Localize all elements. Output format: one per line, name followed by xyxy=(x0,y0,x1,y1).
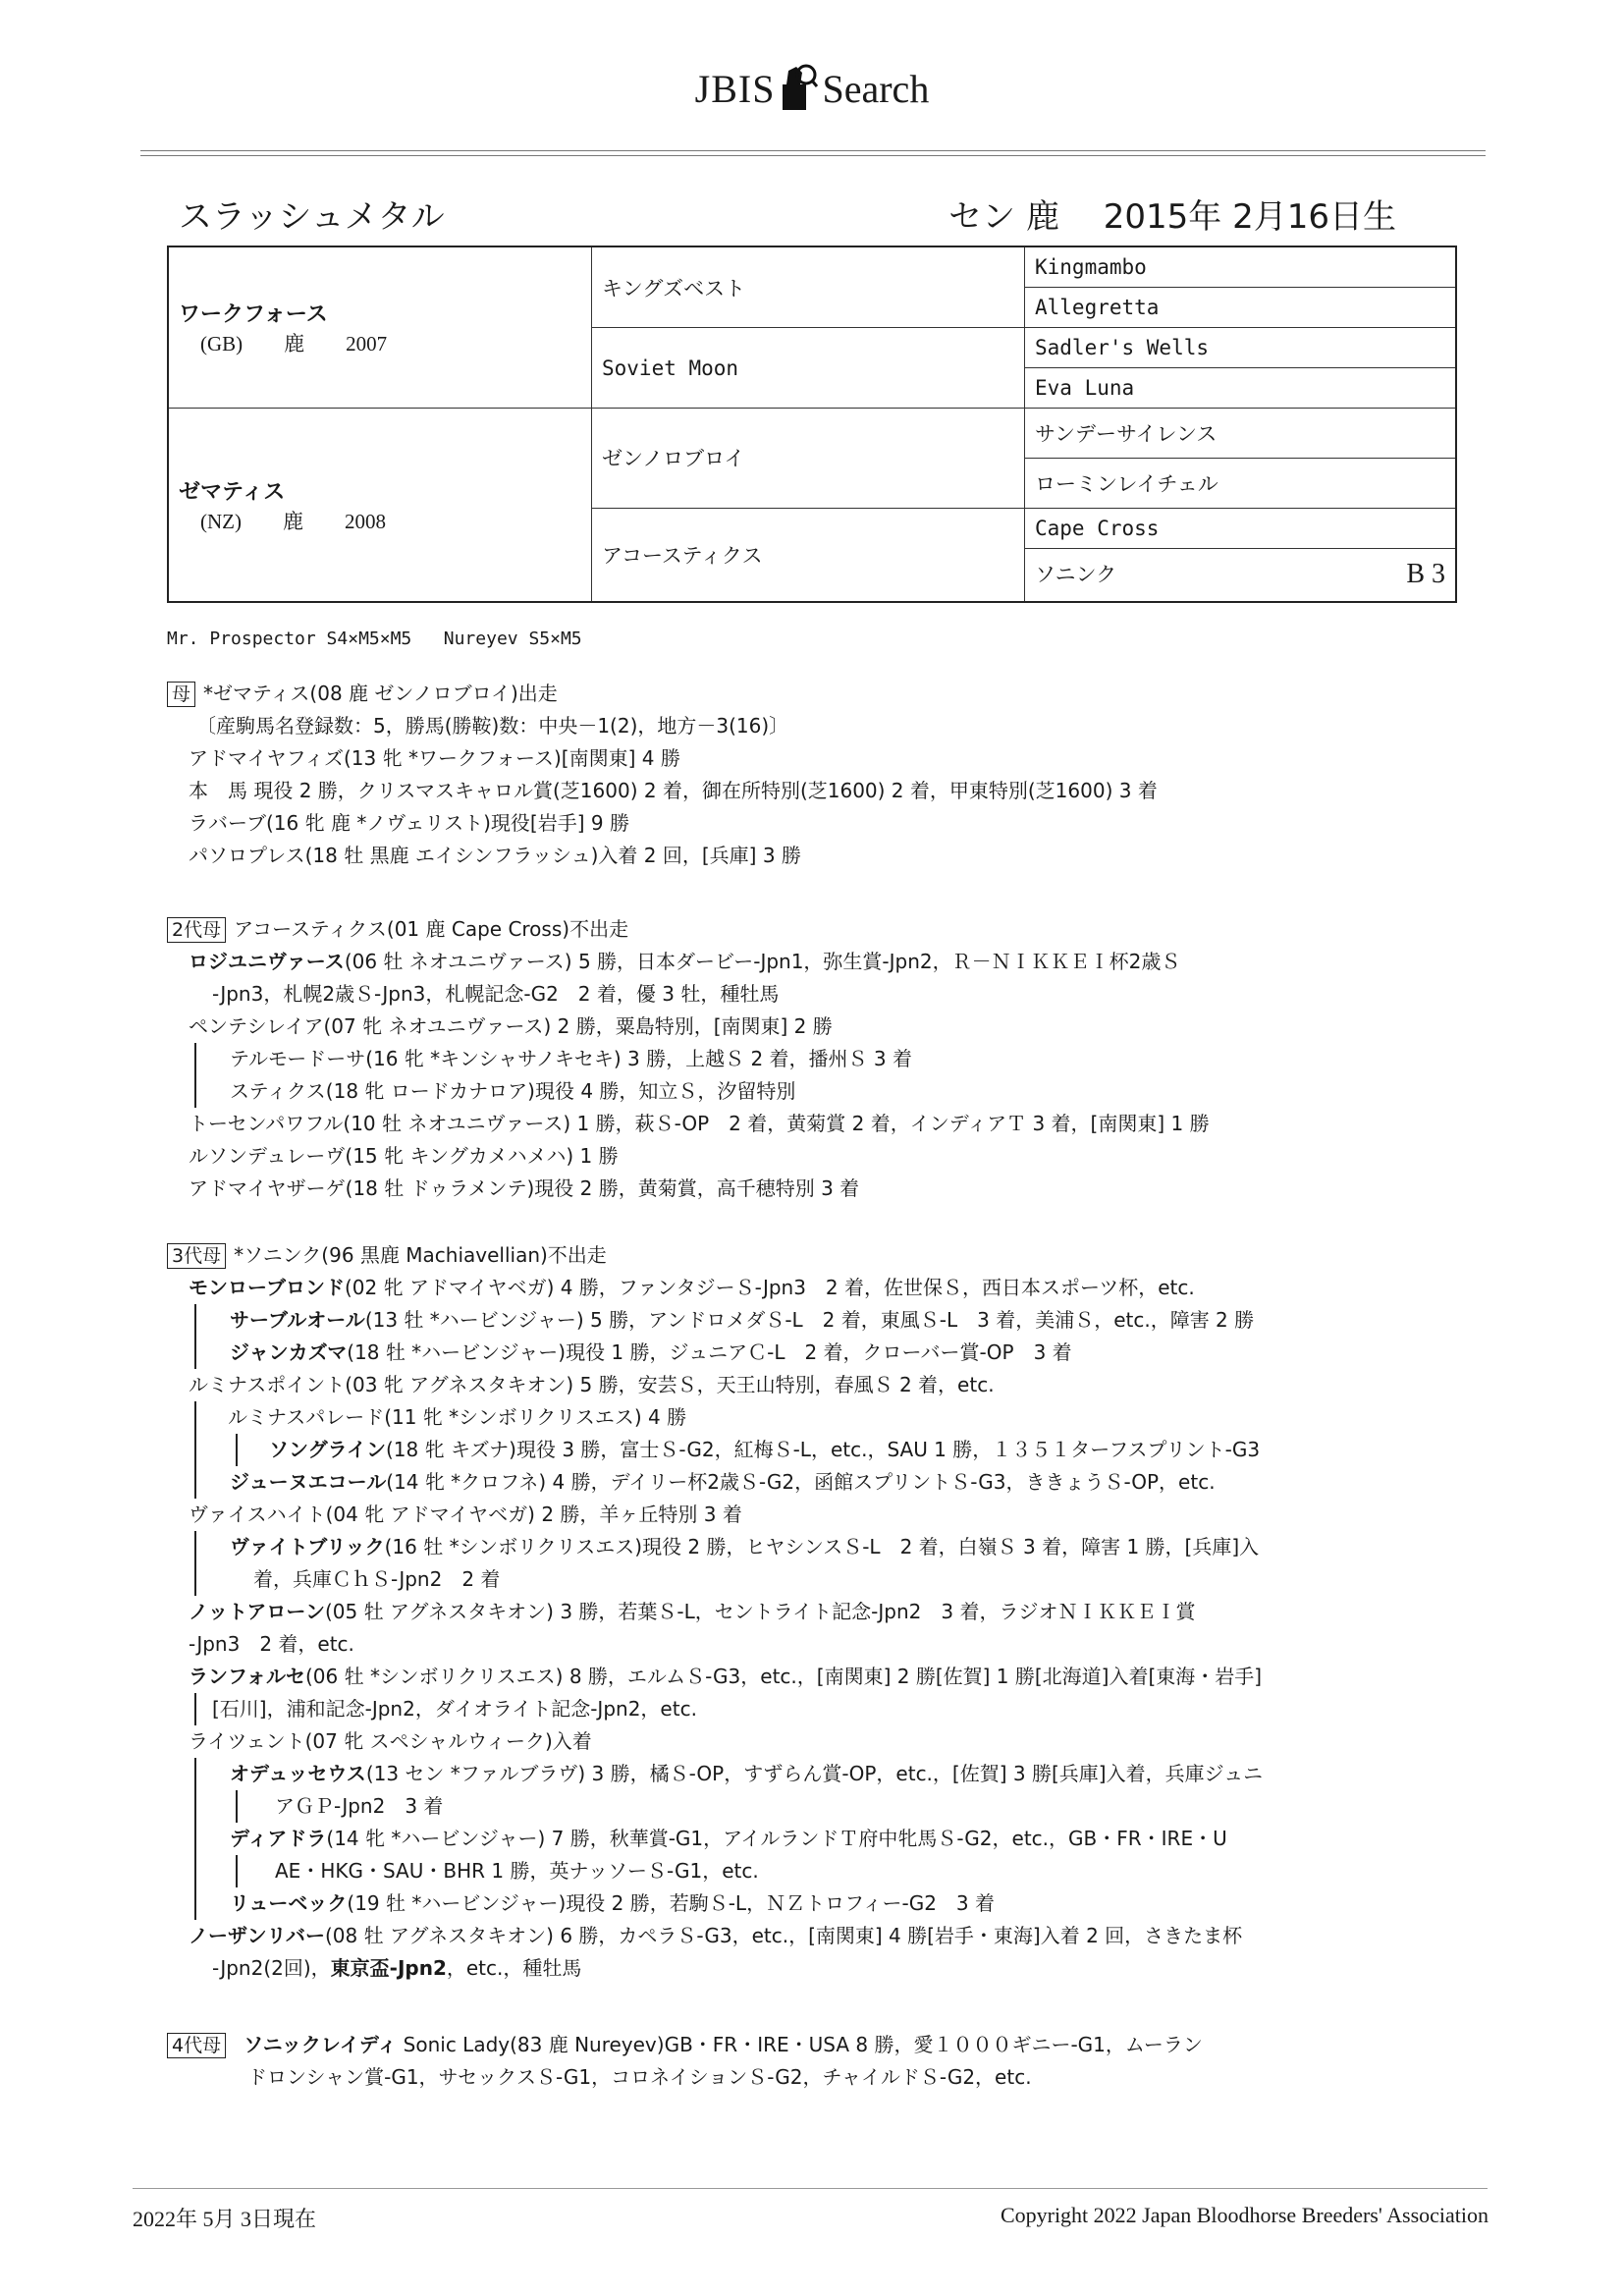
family-line: (14 牝 *クロフネ) 4 勝，デイリー杯2歳Ｓ-G2，函館スプリントＳ-G3，ききょうＳ-OP，etc. xyxy=(386,1470,1216,1494)
family-line: (19 牡 *ハービンジャー)現役 2 勝，若駒Ｓ-L，ＮＺトロフィー-G2 3 着 xyxy=(347,1891,995,1915)
ancestor-cell-last xyxy=(1025,548,1457,602)
horse-bold-name: ヴァイトブリック xyxy=(230,1535,385,1558)
family-line: ドロンシャン賞-G1，サセックスＳ-G1，コロネイションＳ-G2，チャイルドＳ-G2，etc. xyxy=(247,2065,1032,2089)
dam-details: (NZ) 鹿 2008 xyxy=(200,509,386,533)
family-line: -Jpn3，札幌2歳Ｓ-Jpn3，札幌記念-G2 2 着，優 3 牡，種牡馬 xyxy=(212,982,780,1006)
fourth-dam-section xyxy=(167,2029,1463,2094)
horse-bold-name: ソングライン xyxy=(269,1438,386,1461)
family-line: パソロプレス(18 牡 黒鹿 エイシンフラッシュ)入着 2 回，[兵庫] 3 勝 xyxy=(189,844,801,867)
dam-cell xyxy=(168,409,592,602)
family-line: (05 牡 アグネスタキオン) 3 勝，若葉Ｓ-L，セントライト記念-Jpn2 3 着，ラジオＮＩＫＫＥＩ賞 xyxy=(325,1600,1196,1623)
family-line: 本 馬 現役 2 勝，クリスマスキャロル賞(芝1600) 2 着，御在所特別(芝1600) 2 着，甲東特別(芝1600) 3 着 xyxy=(189,779,1158,802)
family-line: -Jpn3 2 着，etc. xyxy=(189,1632,354,1656)
ancestor-cell: Kingmambo xyxy=(1025,246,1457,288)
family-line: アドマイヤフィズ(13 牝 *ワークフォース)[南関東] 4 勝 xyxy=(189,746,680,770)
family-line: ペンテシレイア(07 牝 ネオユニヴァース) 2 勝，粟島特別，[南関東] 2 勝 xyxy=(189,1014,833,1038)
family-line: (18 牡 *ハービンジャー)現役 1 勝，ジュニアＣ-L 2 着，クローバー賞-OP 3 着 xyxy=(347,1340,1072,1364)
ancestor-cell: Sadler's Wells xyxy=(1025,328,1457,368)
horse-name: スラッシュメタル xyxy=(179,197,445,237)
family-line: アコースティクス(01 鹿 Cape Cross)不出走 xyxy=(234,917,629,941)
family-line: *ゼマティス(08 鹿 ゼンノロブロイ)出走 xyxy=(203,682,558,705)
section-tag: 2代母 xyxy=(167,917,226,943)
horse-bold-name: ロジユニヴァース xyxy=(189,950,345,973)
race-bold-name: 東京盃-Jpn2 xyxy=(330,1956,447,1980)
second-dam-section xyxy=(167,913,1463,1205)
section-tag: 母 xyxy=(167,682,195,707)
family-line: ルソンデュレーヴ(15 牝 キングカメハメハ) 1 勝 xyxy=(189,1144,619,1168)
family-line: ，etc.，種牡馬 xyxy=(446,1956,582,1980)
family-line: 〔産駒馬名登録数：5，勝馬(勝鞍)数：中央－1(2)，地方－3(16)〕 xyxy=(196,714,789,738)
sire-details: (GB) 鹿 2007 xyxy=(200,332,388,356)
family-line: トーセンパワフル(10 牡 ネオユニヴァース) 1 勝，萩Ｓ-OP 2 着，黄菊賞 2 着，インディアＴ 3 着，[南関東] 1 勝 xyxy=(189,1112,1210,1135)
family-line: -Jpn2(2回)， xyxy=(212,1956,331,1980)
pedigree-table xyxy=(167,246,1457,603)
family-line: ライツェント(07 牝 スペシャルウィーク)入着 xyxy=(189,1729,592,1753)
ancestor-name: ソニンク xyxy=(1035,563,1117,587)
horse-bold-name: ジャンカズマ xyxy=(230,1340,348,1364)
horse-title-row xyxy=(179,190,1396,237)
dam-sire-cell: ゼンノロブロイ xyxy=(592,409,1025,509)
family-line: (08 牡 アグネスタキオン) 6 勝，カペラＳ-G3，etc.，[南関東] 4 勝[岩手・東海]入着 2 回，さきたま杯 xyxy=(325,1924,1243,1947)
header-rule xyxy=(140,150,1486,151)
third-dam-section xyxy=(167,1239,1463,1985)
footer-date: 2022年 5月 3日現在 xyxy=(133,2207,317,2231)
family-line: ルミナスポイント(03 牝 アグネスタキオン) 5 勝，安芸Ｓ，天王山特別，春風Ｓ 2 着，etc. xyxy=(189,1373,995,1396)
family-line: (14 牝 *ハービンジャー) 7 勝，秋華賞-G1，アイルランドＴ府中牝馬Ｓ-G2，etc.，GB・FR・IRE・U xyxy=(326,1827,1227,1850)
horse-info: セン 鹿 2015年 2月16日生 xyxy=(948,197,1396,237)
header-rule-2 xyxy=(140,155,1486,156)
family-line: アドマイヤザーゲ(18 牡 ドゥラメンテ)現役 2 勝，黄菊賞，高千穂特別 3 着 xyxy=(189,1176,860,1200)
sire-cell xyxy=(168,246,592,409)
family-line: (06 牡 ネオユニヴァース) 5 勝，日本ダービー-Jpn1，弥生賞-Jpn2，Ｒ－ＮＩＫＫＥＩ杯2歳Ｓ xyxy=(344,950,1181,973)
family-line: *ソニンク(96 黒鹿 Machiavellian)不出走 xyxy=(234,1243,607,1267)
footer-copyright: Copyright 2022 Japan Bloodhorse Breeders' Association xyxy=(1000,2203,1489,2227)
family-line: (06 牡 *シンボリクリスエス) 8 勝，エルムＳ-G3，etc.，[南関東] 2 勝[佐賀] 1 勝[北海道]入着[東海・岩手] xyxy=(305,1665,1263,1688)
family-line: [石川]，浦和記念-Jpn2，ダイオライト記念-Jpn2，etc. xyxy=(212,1697,697,1721)
section-tag: 4代母 xyxy=(167,2033,226,2058)
family-line: 着，兵庫ＣｈＳ-Jpn2 2 着 xyxy=(253,1567,501,1591)
family-line: (13 セン *ファルブラヴ) 3 勝，橘Ｓ-OP，すずらん賞-OP，etc.，[佐賀] 3 勝[兵庫]入着，兵庫ジュニ xyxy=(365,1762,1264,1785)
rating-badge: B 3 xyxy=(1406,559,1445,590)
horse-bold-name: ジューヌエコール xyxy=(230,1470,387,1494)
family-line: ラバーブ(16 牝 鹿 *ノヴェリスト)現役[岩手] 9 勝 xyxy=(189,811,629,835)
ancestor-cell: Eva Luna xyxy=(1025,368,1457,409)
family-line: (02 牝 アドマイヤベガ) 4 勝，ファンタジーＳ-Jpn3 2 着，佐世保Ｓ，西日本スポーツ杯，etc. xyxy=(345,1276,1195,1299)
horse-bold-name: ディアドラ xyxy=(230,1827,327,1850)
horse-bold-name: サーブルオール xyxy=(230,1308,365,1332)
ancestor-cell: Cape Cross xyxy=(1025,508,1457,548)
horse-bold-name: ソニックレイディ xyxy=(244,2033,398,2056)
ancestor-cell: サンデーサイレンス xyxy=(1025,409,1457,459)
sire-dam-cell: Soviet Moon xyxy=(592,328,1025,409)
family-line: (16 牡 *シンボリクリスエス)現役 2 勝，ヒヤシンスＳ-L 2 着，白嶺Ｓ 3 着，障害 1 勝，[兵庫]入 xyxy=(384,1535,1260,1558)
horse-bold-name: ノーザンリバー xyxy=(189,1924,325,1947)
family-line: テルモードーサ(16 牝 *キンシャサノキセキ) 3 勝，上越Ｓ 2 着，播州Ｓ 3 着 xyxy=(230,1047,912,1070)
jbis-logo xyxy=(0,61,1624,112)
family-line: スティクス(18 牝 ロードカナロア)現役 4 勝，知立Ｓ，汐留特別 xyxy=(230,1079,796,1103)
dam-section xyxy=(167,678,1463,872)
horse-bold-name: リューベック xyxy=(230,1891,348,1915)
horse-magnifier-icon xyxy=(779,61,818,112)
ancestor-cell: Allegretta xyxy=(1025,288,1457,328)
family-line: アＧＰ-Jpn2 3 着 xyxy=(275,1794,444,1818)
family-line: Sonic Lady(83 鹿 Nureyev)GB・FR・IRE・USA 8 勝，愛１０００ギニー-G1，ムーラン xyxy=(397,2033,1203,2056)
logo-search-text: Search xyxy=(822,67,930,111)
horse-bold-name: ランフォルセ xyxy=(189,1665,305,1688)
horse-bold-name: オデュッセウス xyxy=(230,1762,366,1785)
family-line: AE・HKG・SAU・BHR 1 勝，英ナッソーＳ-G1，etc. xyxy=(275,1859,759,1883)
logo-jbis-text: JBIS xyxy=(694,67,776,111)
dam-name: ゼマティス xyxy=(179,479,286,505)
horse-bold-name: ノットアローン xyxy=(189,1600,325,1623)
horse-bold-name: モンローブロンド xyxy=(189,1276,345,1299)
dam-dam-cell: アコースティクス xyxy=(592,508,1025,602)
sire-name: ワークフォース xyxy=(179,302,328,328)
footer-rule xyxy=(133,2188,1488,2189)
sire-sire-cell: キングズベスト xyxy=(592,246,1025,328)
family-line: (13 牡 *ハービンジャー) 5 勝，アンドロメダＳ-L 2 着，東風Ｓ-L 3 着，美浦Ｓ，etc.，障害 2 勝 xyxy=(364,1308,1255,1332)
section-tag: 3代母 xyxy=(167,1243,226,1269)
family-line: (18 牝 キズナ)現役 3 勝，富士Ｓ-G2，紅梅Ｓ-L，etc.，SAU 1 勝，１３５１ターフスプリント-G3 xyxy=(386,1438,1261,1461)
family-line: ルミナスパレード(11 牝 *シンボリクリスエス) 4 勝 xyxy=(228,1405,687,1429)
inbreeding-note: Mr. Prospector S4×M5×M5 Nureyev S5×M5 xyxy=(167,629,582,649)
ancestor-cell: ローミンレイチェル xyxy=(1025,458,1457,508)
family-line: ヴァイスハイト(04 牝 アドマイヤベガ) 2 勝，羊ヶ丘特別 3 着 xyxy=(189,1503,742,1526)
